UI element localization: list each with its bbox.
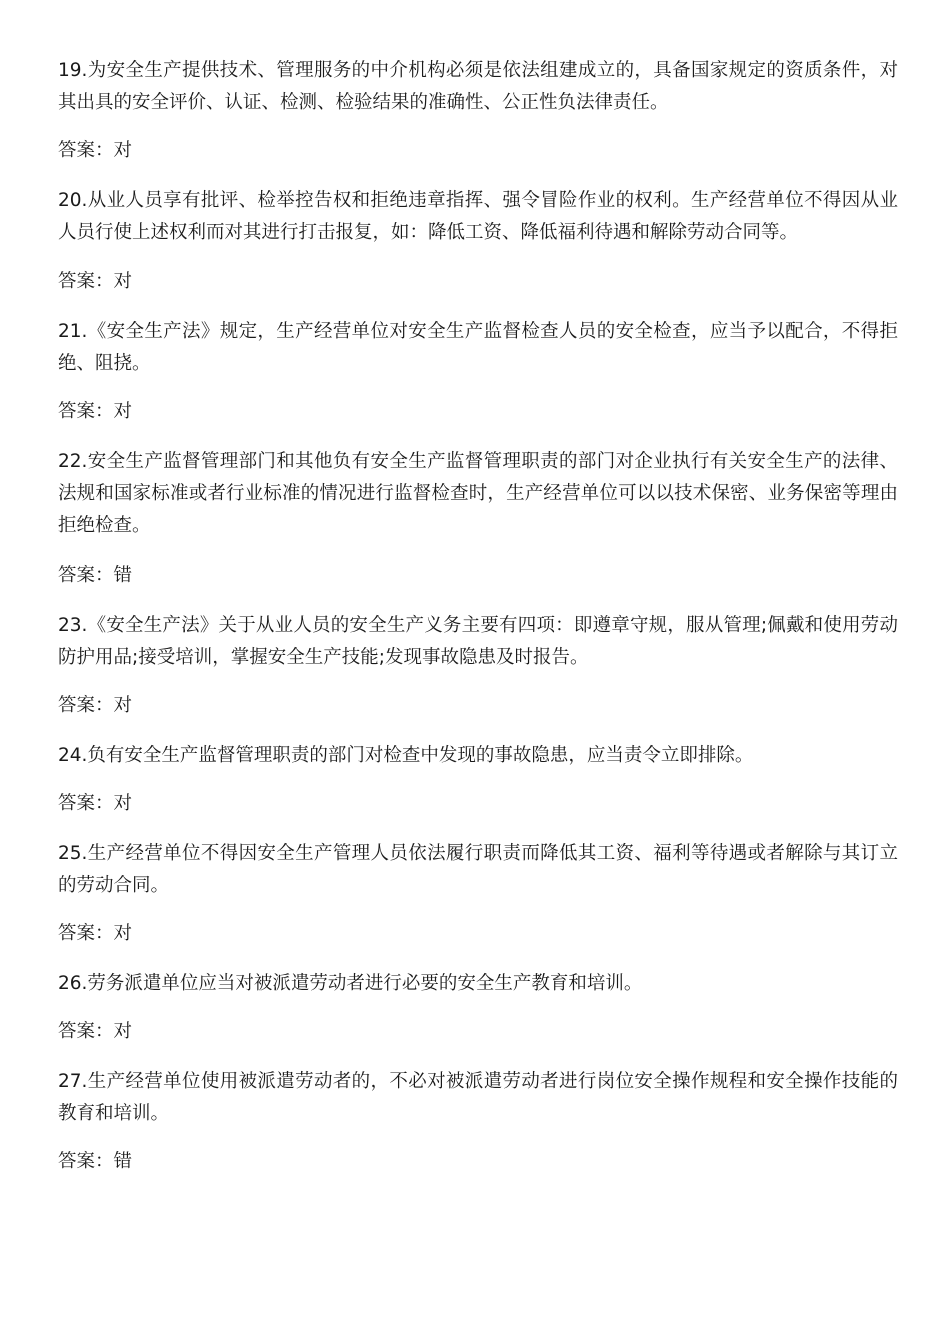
question-item-27 (58, 1066, 898, 1130)
answer-text: 答案：对 (58, 695, 133, 716)
question-text: 26.劳务派遣单位应当对被派遣劳动者进行必要的安全生产教育和培训。 (58, 973, 643, 994)
question-text: 20.从业人员享有批评、检举控告权和拒绝违章指挥、强令冒险作业的权利。生产经营单位不得因从业人员行使上述权利而对其进行打击报复，如：降低工资、降低福利待遇和解除劳动合同等。 (58, 190, 898, 243)
document-page (58, 0, 898, 1344)
question-item-19 (58, 55, 898, 119)
answer-text: 答案：对 (58, 1021, 133, 1042)
question-item-24 (58, 740, 898, 772)
question-item-21 (58, 316, 898, 380)
question-text: 21.《安全生产法》规定，生产经营单位对安全生产监督检查人员的安全检查，应当予以配合，不得拒绝、阻挠。 (58, 321, 898, 374)
question-text: 25.生产经营单位不得因安全生产管理人员依法履行职责而降低其工资、福利等待遇或者解除与其订立的劳动合同。 (58, 843, 898, 896)
question-item-23 (58, 610, 898, 674)
answer-text: 答案：对 (58, 793, 133, 814)
question-text: 23.《安全生产法》关于从业人员的安全生产义务主要有四项：即遵章守规，服从管理;佩戴和使用劳动防护用品;接受培训，掌握安全生产技能;发现事故隐患及时报告。 (58, 615, 898, 668)
answer-text: 答案：错 (58, 565, 133, 586)
question-text: 19.为安全生产提供技术、管理服务的中介机构必须是依法组建成立的，具备国家规定的资质条件，对其出具的安全评价、认证、检测、检验结果的准确性、公正性负法律责任。 (58, 60, 898, 113)
question-item-26 (58, 968, 898, 1000)
answer-text: 答案：对 (58, 140, 133, 161)
answer-text: 答案：对 (58, 271, 133, 292)
answer-text: 答案：错 (58, 1151, 133, 1172)
question-text: 27.生产经营单位使用被派遣劳动者的，不必对被派遣劳动者进行岗位安全操作规程和安全操作技能的教育和培训。 (58, 1071, 898, 1124)
question-item-25 (58, 838, 898, 902)
question-item-22 (58, 446, 898, 542)
question-item-20 (58, 185, 898, 249)
question-text: 24.负有安全生产监督管理职责的部门对检查中发现的事故隐患，应当责令立即排除。 (58, 745, 754, 766)
answer-text: 答案：对 (58, 923, 133, 944)
question-text: 22.安全生产监督管理部门和其他负有安全生产监督管理职责的部门对企业执行有关安全生产的法律、法规和国家标准或者行业标准的情况进行监督检查时，生产经营单位可以以技术保密、业务保密等理由拒绝检查。 (58, 451, 898, 536)
answer-text: 答案：对 (58, 401, 133, 422)
